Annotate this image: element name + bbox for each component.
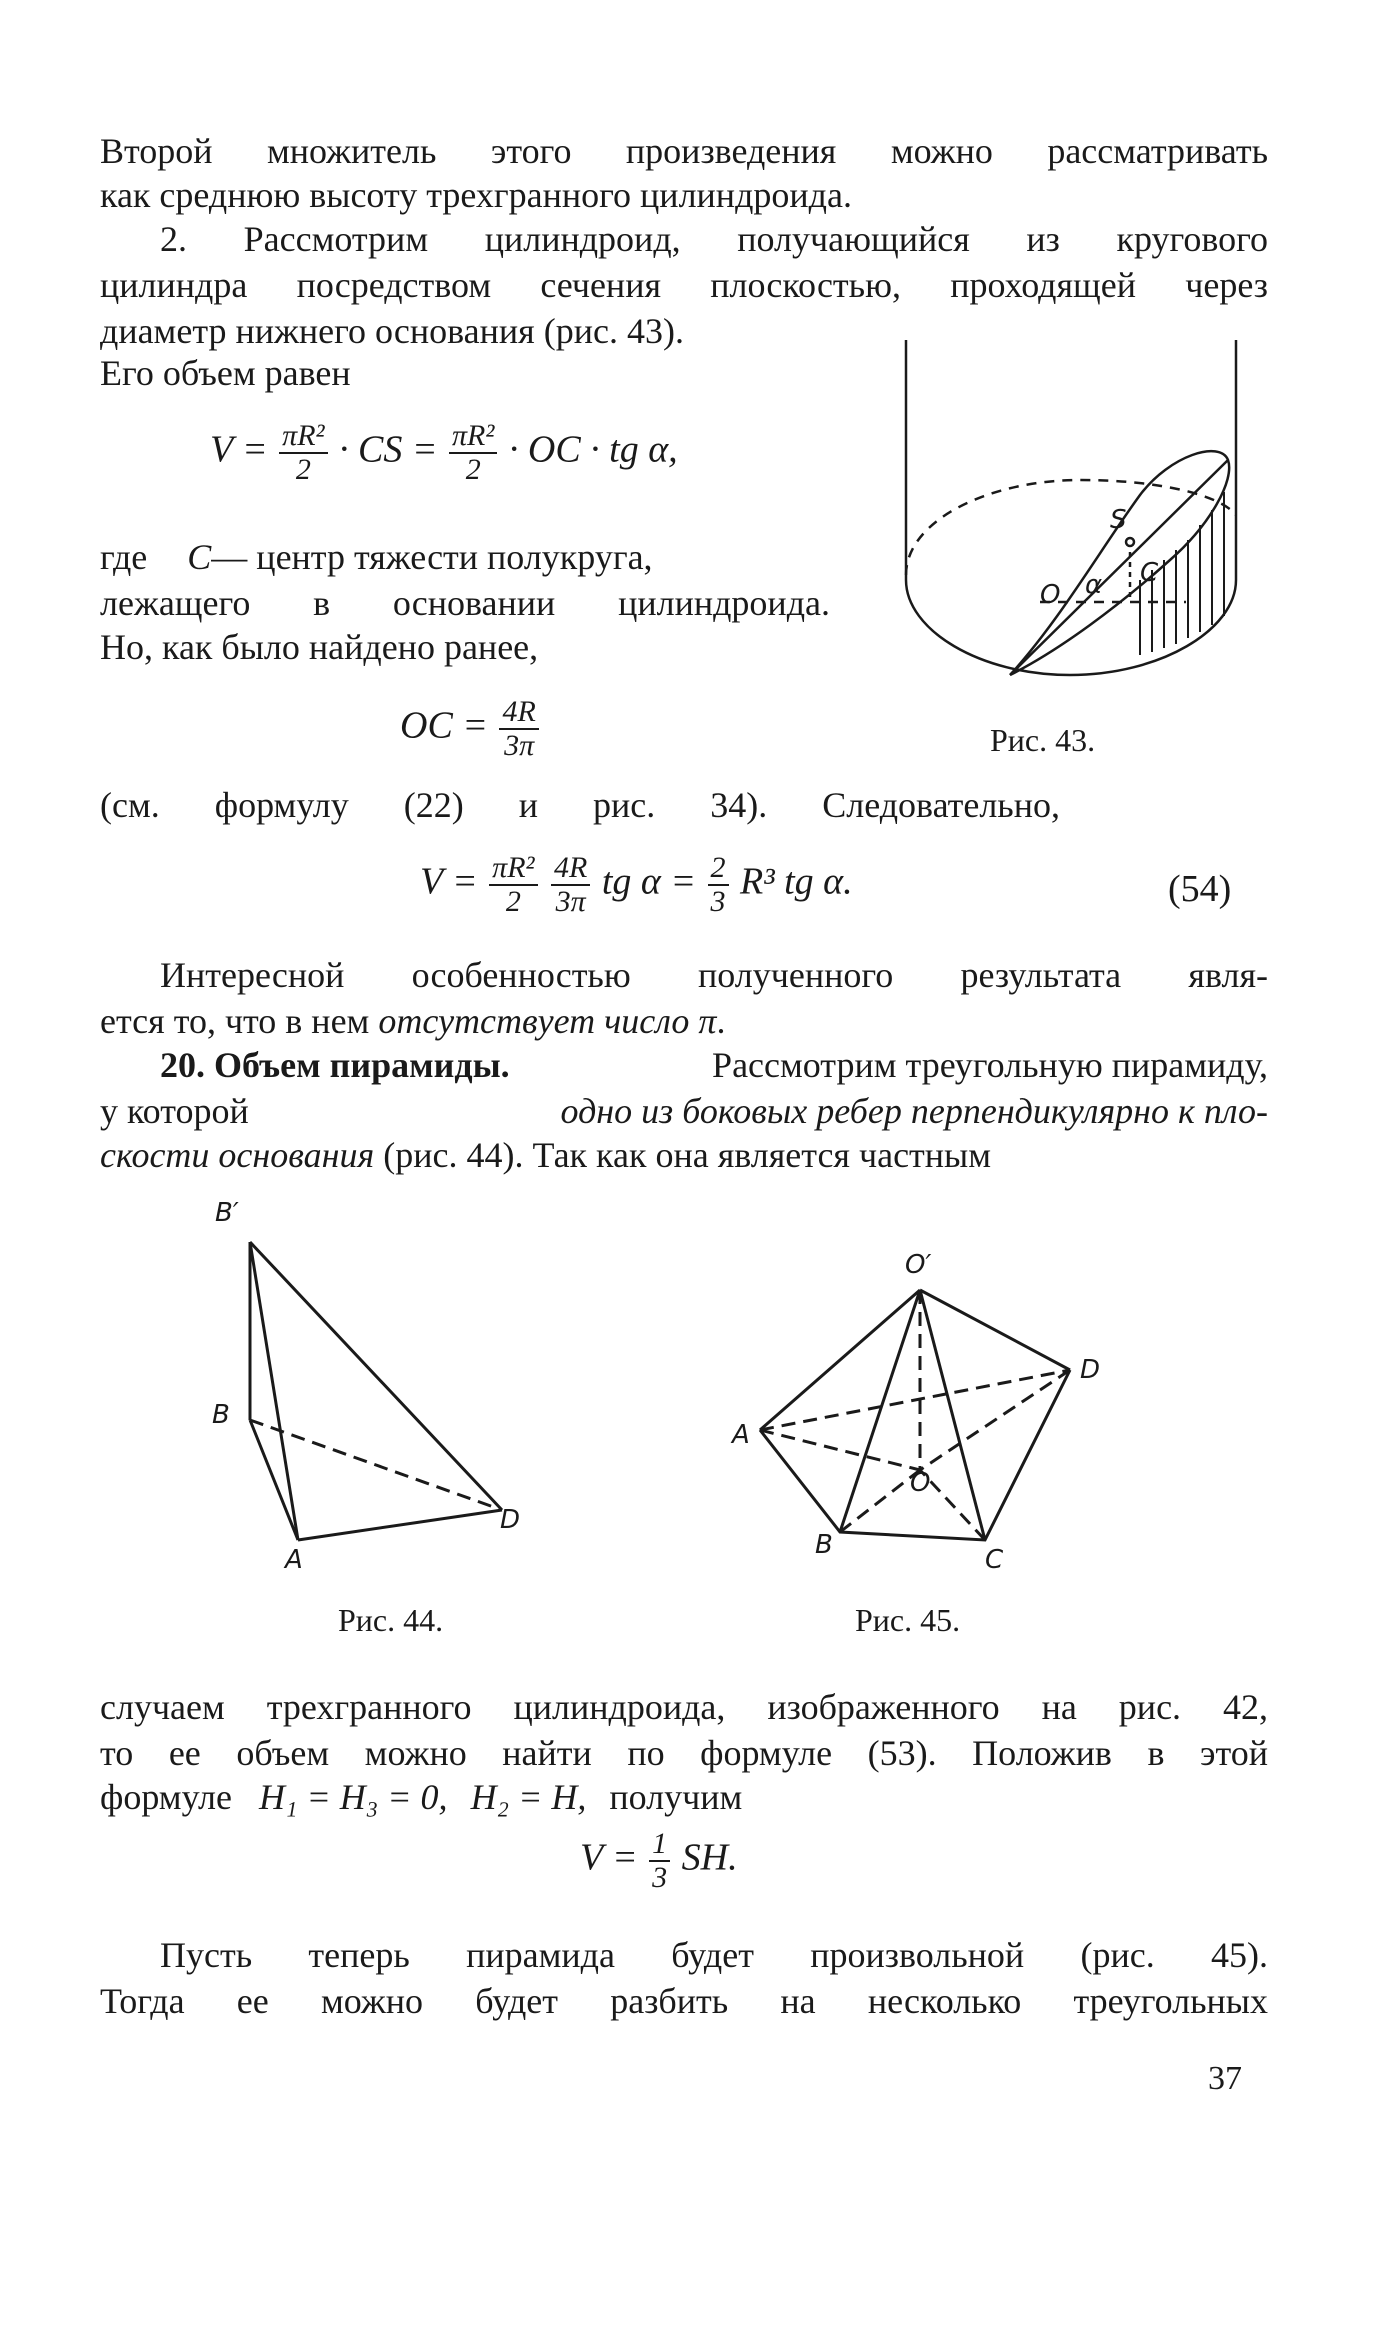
para5-line1: Интересной особенностью полученного результата явля- — [160, 955, 1268, 995]
section20-line2-emph: одно из боковых ребер перпендикулярно к пло- — [560, 1091, 1268, 1131]
formula2-lhs: OC = — [400, 704, 488, 747]
section20-line3-rest: (рис. 44). Так как она является частным — [374, 1135, 992, 1175]
fig44-label-d: D — [500, 1505, 521, 1535]
formula2-frac — [499, 696, 538, 762]
fig45-label-o: O — [910, 1468, 931, 1498]
para5-text-c: . — [716, 1001, 726, 1041]
formula4-end: SH. — [681, 1836, 738, 1879]
formula4-den: 3 — [652, 1861, 668, 1894]
fig44-label-a: A — [285, 1545, 303, 1575]
fig45-label-a: A — [732, 1420, 750, 1450]
para4-line1: (см. формулу (22) и рис. 34). Следовательно, — [100, 785, 1060, 825]
formula3-frac-3 — [708, 852, 729, 918]
fig43-label-c: C — [1140, 558, 1159, 588]
fig45-label-c: C — [985, 1545, 1004, 1575]
formula3-number: (54) — [1168, 868, 1232, 910]
section20-line1 — [160, 1042, 1268, 1088]
para3-line2: лежащего в основании цилиндроида. — [100, 583, 830, 623]
formula1-frac-a — [279, 420, 327, 486]
figure-44-pyramid — [230, 1220, 530, 1580]
formula-pyramid-volume — [580, 1828, 738, 1894]
para6-h1-h3: H₁ = H₃ = 0, — [258, 1777, 448, 1817]
para6-h2: H₂ = H, — [470, 1777, 587, 1817]
para5-emph: отсутствует число π — [378, 1001, 717, 1041]
formula3-frac-1 — [489, 852, 537, 918]
para3-line3: Но, как было найдено ранее, — [100, 627, 539, 667]
formula3-frac-1-den: 2 — [505, 885, 521, 918]
para6-line1: случаем трехгранного цилиндроида, изображенного на рис. 42, — [100, 1687, 1268, 1727]
fig45-label-d: D — [1080, 1355, 1101, 1385]
formula1-frac-b-num: πR² — [449, 420, 497, 454]
figure-45-pyramid — [740, 1270, 1100, 1570]
para1-line2: как среднюю высоту трехгранного цилиндроида. — [100, 175, 852, 215]
formula3-frac-3-den: 3 — [710, 885, 726, 918]
fig43-caption: Рис. 43. — [990, 722, 1096, 758]
para3-center-text: — центр тяжести полукруга, — [211, 537, 653, 577]
section20-line2-a: у которой — [100, 1091, 249, 1131]
formula1-mid1: · CS = — [339, 428, 438, 471]
para1-line1: Второй множитель этого произведения можно рассматривать — [100, 131, 1268, 171]
formula3-frac-2-num: 4R — [551, 852, 590, 886]
formula1-frac-b — [449, 420, 497, 486]
para6-word-obtain: получим — [609, 1777, 743, 1817]
fig44-label-b-prime: B′ — [215, 1198, 239, 1228]
formula2-num: 4R — [499, 696, 538, 730]
formula3-frac-2-den: 3π — [555, 885, 586, 918]
fig44-caption: Рис. 44. — [338, 1602, 444, 1638]
formula-volume-1 — [210, 420, 678, 486]
para3-word-where: где — [100, 537, 148, 577]
para3-line1 — [100, 534, 830, 580]
fig43-label-o: O — [1040, 580, 1061, 610]
para2-line3: диаметр нижнего основания (рис. 43). — [100, 311, 684, 351]
formula3-mid: tg α = — [601, 860, 697, 903]
fig45-label-b: B — [815, 1530, 833, 1560]
page-number: 37 — [1208, 2060, 1242, 2097]
para6-line3 — [100, 1774, 742, 1820]
formula1-frac-a-den: 2 — [295, 453, 311, 486]
para2-line2: цилиндра посредством сечения плоскостью, проходящей через — [100, 265, 1268, 305]
formula-volume-54 — [420, 852, 853, 918]
fig43-label-s: S — [1110, 505, 1127, 535]
para2-line1: 2. Рассмотрим цилиндроид, получающийся из кругового — [160, 219, 1268, 259]
fig45-caption: Рис. 45. — [855, 1602, 961, 1638]
formula1-frac-a-num: πR² — [279, 420, 327, 454]
formula3-frac-3-num: 2 — [708, 852, 729, 886]
formula4-v: V = — [580, 1836, 638, 1879]
fig43-label-alpha: α — [1085, 570, 1103, 600]
para7-line1: Пусть теперь пирамида будет произвольной (рис. 45). — [160, 1935, 1268, 1975]
formula3-frac-1-num: πR² — [489, 852, 537, 886]
formula4-frac — [649, 1828, 670, 1894]
fig45-label-o-prime: O′ — [905, 1250, 932, 1280]
formula-oc — [400, 696, 541, 762]
section20-line2 — [100, 1088, 1268, 1134]
formula3-end: R³ tg α. — [740, 860, 853, 903]
para5-line2 — [100, 998, 725, 1044]
para6-word-formula: формуле — [100, 1777, 232, 1817]
section20-title: 20. Объем пирамиды. — [160, 1045, 510, 1085]
formula2-den: 3π — [504, 729, 535, 762]
figure-43-cylindroid — [890, 320, 1250, 720]
para7-line2: Тогда ее можно будет разбить на несколько треугольных — [100, 1981, 1268, 2021]
section20-line3 — [100, 1132, 991, 1178]
formula1-mid2: · OC · tg α, — [508, 428, 678, 471]
para3-c-symbol: C — [187, 537, 212, 577]
section20-line1-rest: Рассмотрим треугольную пирамиду, — [712, 1045, 1268, 1085]
formula4-num: 1 — [649, 1828, 670, 1862]
formula1-v: V = — [210, 428, 268, 471]
fig44-label-b: B — [212, 1400, 230, 1430]
para6-line2: то ее объем можно найти по формуле (53). Положив в этой — [100, 1733, 1268, 1773]
formula3-frac-2 — [551, 852, 590, 918]
formula3-v: V = — [420, 860, 478, 903]
para2-line4: Его объем равен — [100, 353, 351, 393]
formula1-frac-b-den: 2 — [465, 453, 481, 486]
para5-text-a: ется то, что в нем — [100, 1001, 379, 1041]
section20-line3-emph: скости основания — [100, 1135, 375, 1175]
